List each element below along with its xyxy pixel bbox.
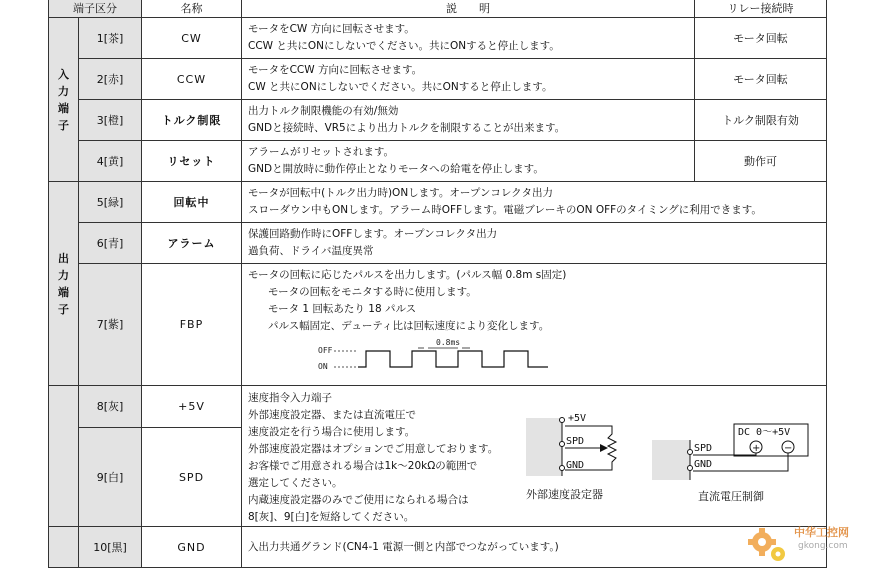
terminal-no: 8[灰] xyxy=(79,386,142,428)
terminal-desc: 保護回路動作時にOFFします。オープンコレクタ出力 過負荷、ドライバ温度異常 xyxy=(242,223,827,264)
svg-text:SPD: SPD xyxy=(566,436,585,447)
terminal-desc: モータの回転に応じたパルスを出力します。(パルス幅 0.8m s固定) モータの回転をモニタする時に使用します。 モータ 1 回転あたり 18 パルス パルス幅固定、デューティ比は回転速度により変化します。 OFF ON 0.8ms xyxy=(242,264,827,386)
table-row xyxy=(49,100,827,141)
table-row xyxy=(49,264,827,386)
header-op: リレー接続時 xyxy=(695,0,827,18)
terminal-no: 9[白] xyxy=(79,428,142,527)
pulse-on-label: ON xyxy=(318,362,328,371)
watermark-cn: 中华工控网 xyxy=(794,526,849,539)
group-speed xyxy=(49,386,79,527)
dc-caption: 直流電圧制御 xyxy=(698,490,764,503)
terminal-no: 1[茶] xyxy=(79,18,142,59)
terminal-name: トルク制限 xyxy=(142,100,242,141)
terminal-name: GND xyxy=(142,527,242,568)
svg-text:−: − xyxy=(784,443,793,454)
table-row xyxy=(49,182,827,223)
table-row xyxy=(49,527,827,568)
svg-text:+5V: +5V xyxy=(568,413,587,424)
group-output: 出力端子 xyxy=(49,182,79,386)
header-name: 名称 xyxy=(142,0,242,18)
terminal-name: FBP xyxy=(142,264,242,386)
terminal-desc: モータが回転中(トルク出力時)ONします。オープンコレクタ出力 スローダウン中もONします。アラーム時OFFします。電磁ブレーキのON OFFのタイミングに利用できます。 xyxy=(242,182,827,223)
watermark-logo xyxy=(742,518,872,568)
terminal-name: CW xyxy=(142,18,242,59)
terminal-no: 7[紫] xyxy=(79,264,142,386)
dc-voltage-diagram xyxy=(652,420,812,506)
terminal-spec-sheet xyxy=(48,0,826,563)
pulse-trace xyxy=(358,351,548,367)
pulse-width-label: 0.8ms xyxy=(436,338,461,347)
table-row xyxy=(49,18,827,59)
terminal-table xyxy=(48,0,827,568)
header-row xyxy=(49,0,827,18)
table-row xyxy=(49,59,827,100)
terminal-no: 5[緑] xyxy=(79,182,142,223)
group-common xyxy=(49,527,79,568)
table-row xyxy=(49,141,827,182)
svg-text:GND: GND xyxy=(566,460,585,471)
relay-op: モータ回転 xyxy=(695,18,827,59)
svg-text:DC 0〜+5V: DC 0〜+5V xyxy=(738,427,791,438)
pulse-timing-diagram xyxy=(248,337,548,373)
terminal-desc: 入出力共通グランド(CN4-1 電源一側と内部でつながっています。) xyxy=(242,527,827,568)
table-row xyxy=(49,386,827,428)
terminal-name: CCW xyxy=(142,59,242,100)
terminal-name: +5V xyxy=(142,386,242,428)
terminal-name: 回転中 xyxy=(142,182,242,223)
terminal-desc: 出力トルク制限機能の有効/無効 GNDと接続時、VR5により出力トルクを制限することが出来ます。 xyxy=(242,100,695,141)
terminal-name: リセット xyxy=(142,141,242,182)
relay-op: トルク制限有効 xyxy=(695,100,827,141)
group-input: 入力端子 xyxy=(49,18,79,182)
pot-diagram xyxy=(524,410,644,505)
terminal-no: 6[青] xyxy=(79,223,142,264)
terminal-no: 2[赤] xyxy=(79,59,142,100)
terminal-name: SPD xyxy=(142,428,242,527)
relay-op: モータ回転 xyxy=(695,59,827,100)
table-row xyxy=(49,223,827,264)
svg-text:GND: GND xyxy=(694,459,713,470)
terminal-no: 3[橙] xyxy=(79,100,142,141)
watermark-url: gkong.com xyxy=(798,541,848,551)
relay-op: 動作可 xyxy=(695,141,827,182)
terminal-name: アラーム xyxy=(142,223,242,264)
svg-text:SPD: SPD xyxy=(694,443,713,454)
pot-caption: 外部速度設定器 xyxy=(526,488,603,501)
terminal-no: 10[黒] xyxy=(79,527,142,568)
terminal-desc: モータをCW 方向に回転させます。 CCW と共にONにしないでください。共にONすると停止します。 xyxy=(242,18,695,59)
terminal-desc: アラームがリセットされます。 GNDと開放時に動作停止となりモータへの給電を停止します。 xyxy=(242,141,695,182)
pulse-off-label: OFF xyxy=(318,346,333,355)
header-group: 端子区分 xyxy=(49,0,142,18)
svg-text:+: + xyxy=(752,443,761,454)
header-desc: 説 明 xyxy=(242,0,695,18)
terminal-no: 4[黄] xyxy=(79,141,142,182)
speed-desc: 速度指令入力端子 外部速度設定器、または直流電圧で 速度設定を行う場合に使用します。 外部速度設定器はオプションでご用意しております。 お客様でご用意される場合は1k〜20kΩの範囲で 選定してください。 内蔵速度設定器のみでご使用になられる場合は 8[灰]、9[白]を短絡してください。 +5V SPD GND 外部速度設定器 SPD GND DC 0〜+5V + − 直流電圧制御 xyxy=(242,386,827,527)
terminal-desc: モータをCCW 方向に回転させます。 CW と共にONにしないでください。共にONすると停止します。 xyxy=(242,59,695,100)
